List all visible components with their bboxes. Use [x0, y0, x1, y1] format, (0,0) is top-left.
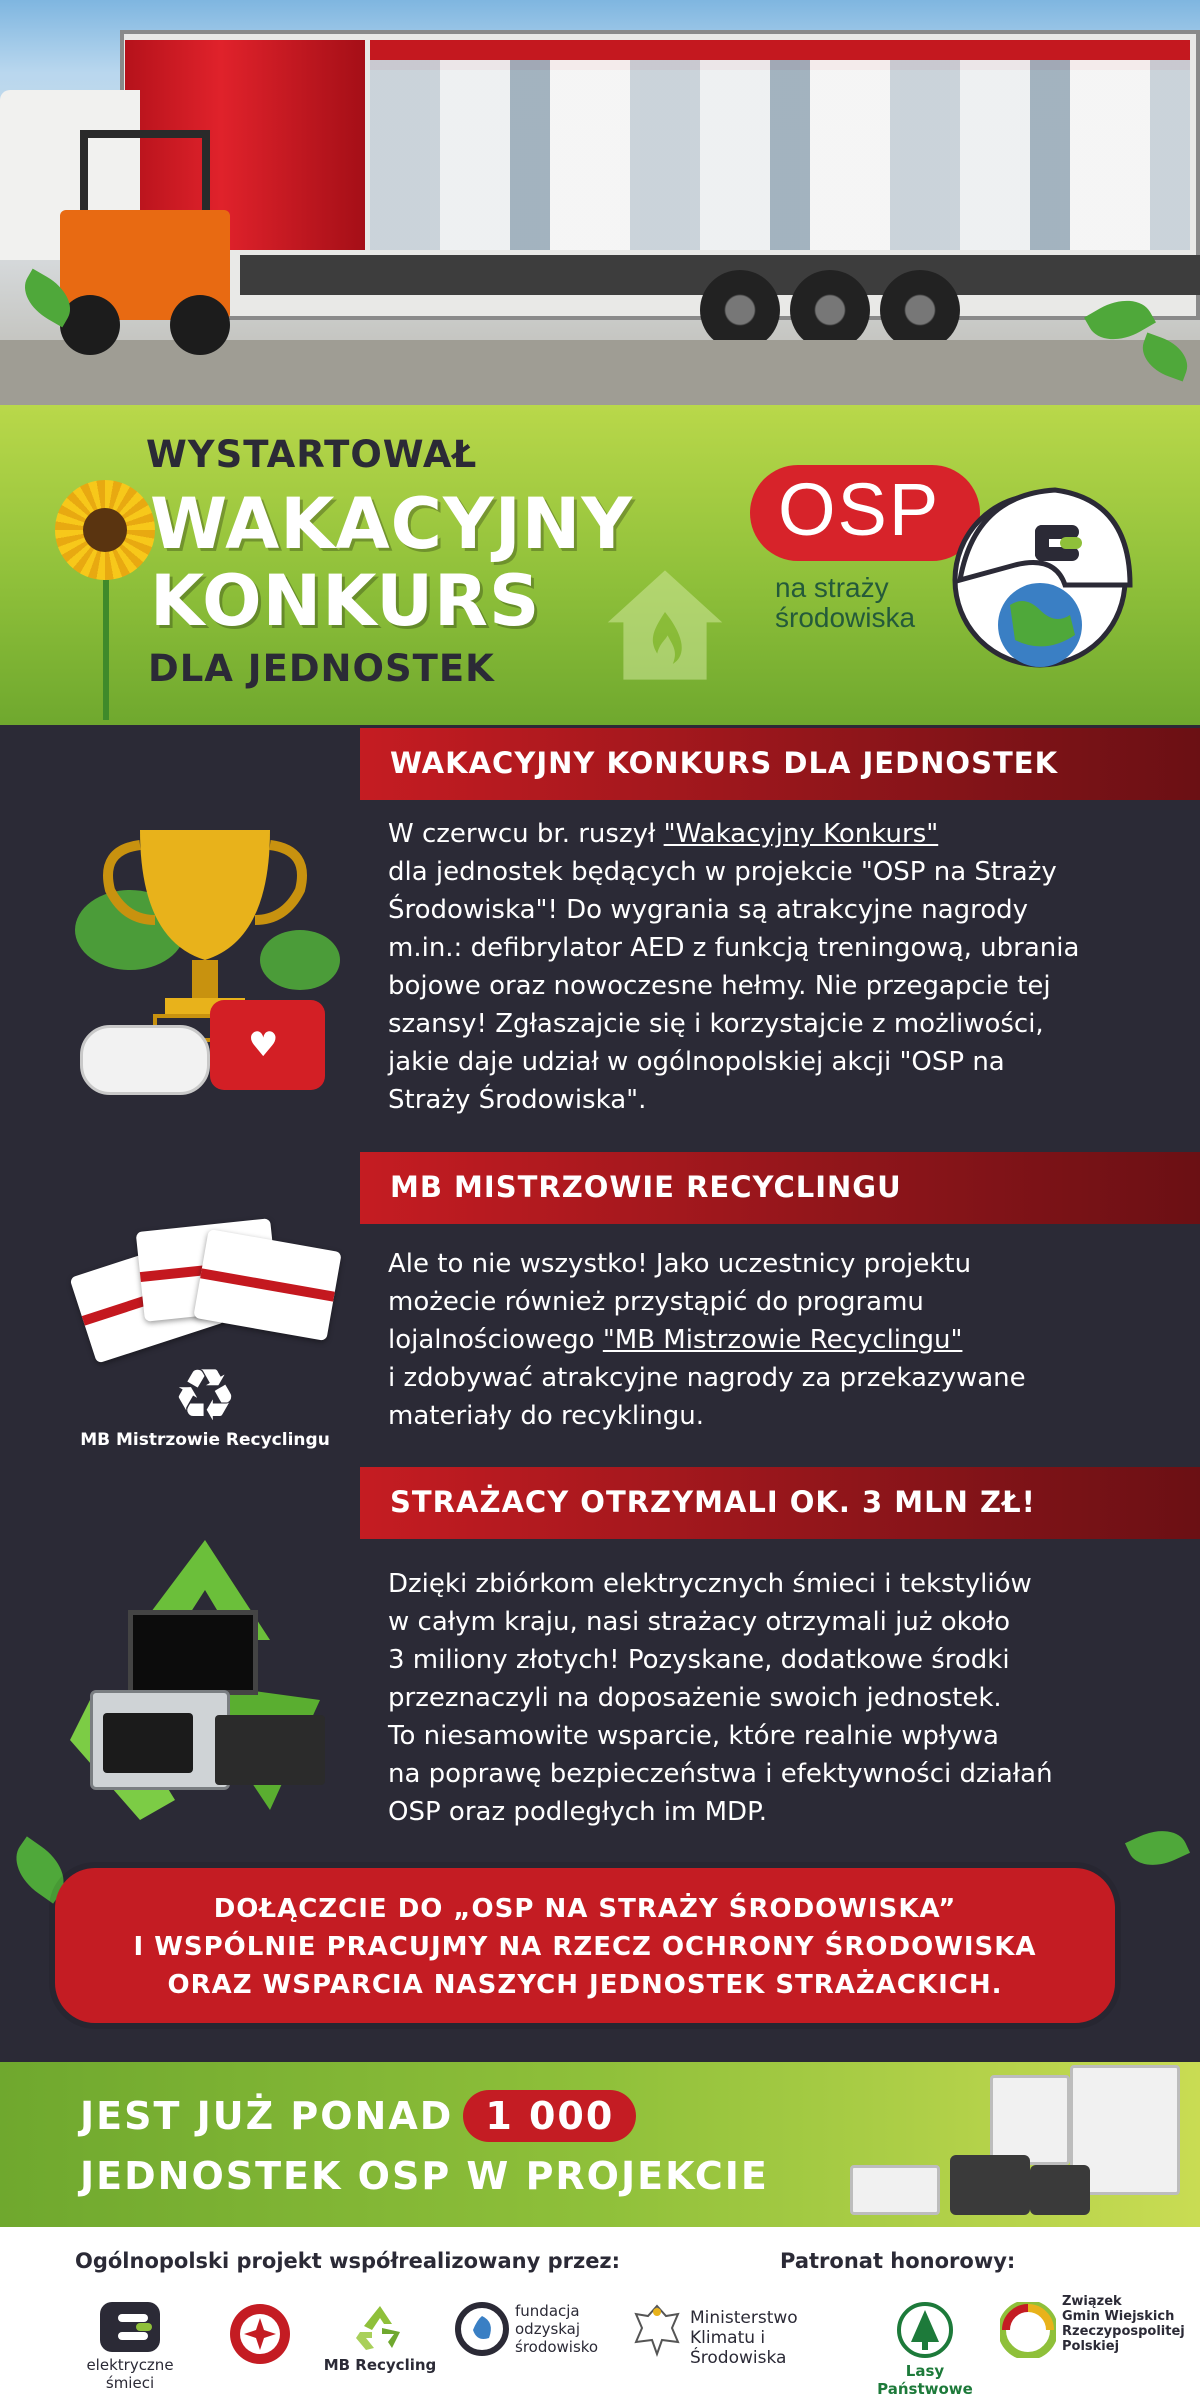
- zgw-logo-icon: [1000, 2302, 1056, 2358]
- printer-image: [215, 1715, 325, 1785]
- text-line: Straży Środowiska".: [388, 1085, 647, 1115]
- text-line: jakie daje udział w ogólnopolskiej akcji "OSP na: [388, 1047, 1005, 1077]
- logo-text: Lasy Państwowe: [877, 2362, 973, 2398]
- mb-masters-link[interactable]: "MB Mistrzowie Recyclingu": [602, 1325, 963, 1355]
- logo-text: odzyskaj: [515, 2320, 581, 2338]
- text-line: m.in.: defibrylator AED z funkcją treningową, ubrania: [388, 933, 1080, 963]
- text-line: Środowiska"! Do wygrania są atrakcyjne nagrody: [388, 895, 1029, 925]
- text-line: na poprawę bezpieczeństwa i efektywności działań: [388, 1759, 1053, 1789]
- section-header-contest: [360, 728, 1200, 800]
- section-body-mb-masters: [388, 1245, 1148, 1435]
- logo-text: środowisko: [515, 2338, 599, 2356]
- es-logo-icon: [100, 2302, 160, 2352]
- section-header-3-million: [360, 1467, 1200, 1539]
- cta-line: ORAZ WSPARCIA NASZYCH JEDNOSTEK STRAŻACKICH.: [167, 1970, 1003, 2000]
- logo-text: Klimatu i Środowiska: [690, 2328, 787, 2368]
- truck-wheel: [880, 270, 960, 350]
- partners-footer: [0, 2227, 1200, 2400]
- text-fragment: lojalnościowego: [388, 1325, 603, 1355]
- appliance-box: [990, 2075, 1070, 2165]
- recycle-arrows-icon: [352, 2302, 408, 2352]
- logo-zwiazek-osp[interactable]: [220, 2302, 300, 2370]
- units-count-line1: [80, 2090, 636, 2142]
- sunflower-icon: [55, 480, 155, 580]
- section-body-contest: [388, 815, 1148, 1119]
- hero-photo-truck-forklift: [0, 0, 1200, 405]
- coop-label: Ogólnopolski projekt współrealizowany przez:: [75, 2249, 621, 2273]
- logo-ministerstwo-klimatu[interactable]: [632, 2302, 852, 2368]
- truck-wheel: [790, 270, 870, 350]
- units-count-prefix: JEST JUŻ PONAD: [80, 2094, 454, 2138]
- logo-text: Ministerstwo: [690, 2308, 798, 2328]
- text-line: i zdobywać atrakcyjne nagrody za przekazywane: [388, 1363, 1026, 1393]
- text-line: w całym kraju, nasi strażacy otrzymali już około: [388, 1607, 1011, 1637]
- title-band: [0, 405, 1200, 725]
- text-fragment: W czerwcu br. ruszył: [388, 819, 664, 849]
- logo-mb-recycling[interactable]: [310, 2302, 450, 2374]
- logo-text: MB Recycling: [323, 2356, 437, 2374]
- logo-text: fundacja: [515, 2302, 580, 2320]
- logo-text: śmieci: [105, 2374, 155, 2392]
- title-line-summer: WAKACYJNY: [150, 483, 634, 565]
- gift-cards-image: [70, 1215, 340, 1365]
- osp-logo-subtitle: [775, 573, 915, 633]
- text-line: OSP oraz podległych im MDP.: [388, 1797, 767, 1827]
- appliance-tv: [1030, 2165, 1090, 2215]
- helmet-globe-icon: [915, 455, 1145, 675]
- text-line: [388, 815, 1148, 853]
- osp-logo-sub-line1: na straży: [775, 572, 889, 603]
- text-line: bojowe oraz nowoczesne hełmy. Nie przegapcie tej: [388, 971, 1051, 1001]
- logo-text: elektryczne: [86, 2356, 174, 2374]
- section-body-3-million: [388, 1565, 1148, 1831]
- osp-logo-text: OSP: [778, 468, 941, 551]
- truck-wheel: [700, 270, 780, 350]
- monitor-image: [128, 1610, 258, 1695]
- title-line-contest: KONKURS: [150, 560, 541, 642]
- logo-text: Rzeczypospolitej: [1062, 2324, 1185, 2339]
- text-line: możecie również przystąpić do programu: [388, 1287, 924, 1317]
- sunflower-stem: [103, 580, 109, 720]
- text-line: Ale to nie wszystko! Jako uczestnicy projektu: [388, 1249, 972, 1279]
- house-fire-icon: [600, 560, 730, 690]
- section-header-text: WAKACYJNY KONKURS DLA JEDNOSTEK: [390, 746, 1059, 780]
- heart-icon: ♥: [248, 1025, 279, 1065]
- aed-training-pads: [80, 1025, 210, 1095]
- lasy-panstwowe-icon: [897, 2302, 953, 2358]
- truck-cargo-appliances: [370, 60, 1190, 250]
- text-line: szansy! Zgłaszajcie się i korzystajcie z możliwości,: [388, 1009, 1044, 1039]
- text-line: [388, 1321, 1148, 1359]
- text-line: materiały do recyklingu.: [388, 1401, 705, 1431]
- aed-defibrillator: [210, 1000, 325, 1090]
- appliance-tv: [950, 2155, 1030, 2215]
- appliances-pile-image: [830, 2045, 1200, 2225]
- text-line: To niesamowite wsparcie, które realnie wpływa: [388, 1721, 999, 1751]
- logo-zwiazek-gmin-wiejskich[interactable]: [1000, 2294, 1190, 2358]
- join-call-to-action: [55, 1868, 1115, 2023]
- logo-fundacja-odzyskaj-srodowisko[interactable]: [455, 2302, 615, 2356]
- fundacja-logo-icon: [455, 2302, 509, 2356]
- title-line-for-units: DLA JEDNOSTEK: [148, 647, 495, 690]
- section-header-text: MB MISTRZOWIE RECYCLINGU: [390, 1170, 902, 1204]
- cta-line: I WSPÓLNIE PRACUJMY NA RZECZ OCHRONY ŚRODOWISKA: [133, 1932, 1037, 1962]
- logo-text: Polskiej: [1062, 2339, 1120, 2354]
- eagle-emblem-icon: [632, 2302, 682, 2358]
- title-line-started: WYSTARTOWAŁ: [146, 433, 478, 476]
- logo-elektryczne-smieci[interactable]: [50, 2302, 210, 2392]
- text-line: dla jednostek będących w projekcie "OSP na Straży: [388, 857, 1057, 887]
- forklift: [40, 120, 250, 350]
- logo-text: Związek: [1062, 2294, 1122, 2309]
- fire-brigade-emblem-icon: [228, 2302, 292, 2366]
- appliance-box: [850, 2165, 940, 2215]
- microwave-oven-image: [90, 1690, 230, 1790]
- cta-line: DOŁĄCZCIE DO „OSP NA STRAŻY ŚRODOWISKA”: [213, 1894, 957, 1924]
- recycle-icon: ♻: [172, 1353, 238, 1437]
- text-line: Dzięki zbiórkom elektrycznych śmieci i tekstyliów: [388, 1569, 1032, 1599]
- text-line: przeznaczyli na doposażenie swoich jednostek.: [388, 1683, 1002, 1713]
- units-count-number-badge: 1 000: [463, 2090, 636, 2142]
- osp-na-strazy-srodowiska-logo: [750, 455, 1150, 675]
- mb-masters-caption: MB Mistrzowie Recyclingu: [80, 1430, 330, 1450]
- patron-label: Patronat honorowy:: [780, 2249, 1016, 2273]
- text-line: 3 miliony złotych! Pozyskane, dodatkowe środki: [388, 1645, 1010, 1675]
- osp-logo-sub-line2: środowiska: [775, 602, 916, 633]
- logo-text: Gmin Wiejskich: [1062, 2309, 1175, 2324]
- units-count-line2: JEDNOSTEK OSP W PROJEKCIE: [80, 2154, 769, 2198]
- contest-link[interactable]: "Wakacyjny Konkurs": [663, 819, 939, 849]
- logo-lasy-panstwowe[interactable]: [860, 2302, 990, 2398]
- section-header-text: STRAŻACY OTRZYMALI OK. 3 MLN ZŁ!: [390, 1485, 1036, 1519]
- section-header-mb-masters: [360, 1152, 1200, 1224]
